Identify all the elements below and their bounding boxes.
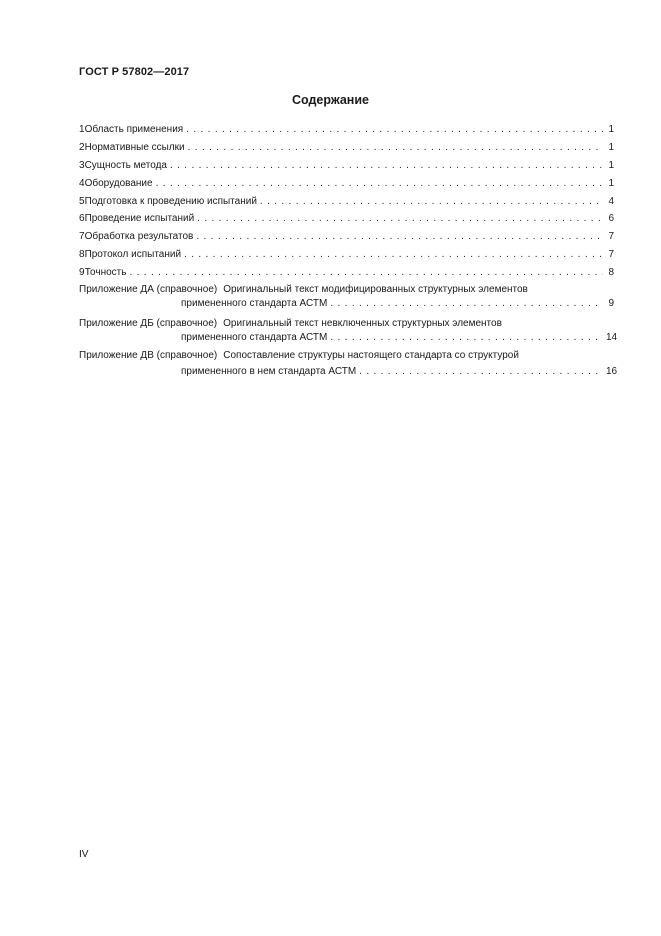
toc-leader-dots (129, 266, 603, 280)
toc-entry[interactable] (79, 195, 614, 209)
toc-appendix-title-continued: примененного стандарта АСТМ (181, 298, 328, 309)
toc-entry-page: 7 (608, 231, 614, 242)
toc-entry-page: 6 (608, 213, 614, 224)
toc-entry[interactable] (79, 123, 614, 137)
toc-entry[interactable] (79, 248, 614, 262)
toc-entry-page: 1 (608, 142, 614, 153)
toc-appendix-title-continued: примененного стандарта АСТМ (181, 332, 328, 343)
toc-appendix-entry[interactable] (79, 365, 618, 379)
toc-appendix-title: Оригинальный текст модифицированных структурных элементов (223, 284, 528, 295)
toc-leader-dots (188, 141, 603, 155)
toc-entry-number: 7 (79, 231, 85, 242)
toc-entry-page: 14 (606, 332, 618, 343)
toc-entry-number: 1 (79, 124, 85, 135)
toc-entry-number: 9 (79, 267, 85, 278)
toc-appendix-title-continued: примененного в нем стандарта АСТМ (181, 366, 357, 377)
toc-entry[interactable] (79, 230, 614, 244)
toc-entry[interactable] (79, 159, 614, 173)
toc-appendix-label: Приложение ДБ (справочное) (79, 318, 218, 329)
toc-appendix-header[interactable] (79, 349, 614, 363)
toc-entry-number: 2 (79, 142, 85, 153)
toc-entry-title: Нормативные ссылки (84, 142, 185, 153)
toc-leader-dots (330, 331, 603, 345)
toc-appendix-header[interactable] (79, 283, 614, 297)
toc-entry-title: Сущность метода (84, 160, 167, 171)
toc-title: Содержание (291, 93, 369, 107)
page-number: IV (79, 849, 89, 860)
toc-appendix-entry[interactable] (79, 331, 618, 345)
toc-entry-page: 9 (608, 298, 614, 309)
toc-entry-page: 1 (608, 178, 614, 189)
document-code: ГОСТ Р 57802—2017 (79, 66, 190, 78)
toc-entry-title: Точность (84, 267, 127, 278)
toc-entry-number: 6 (79, 213, 85, 224)
toc-entry-number: 4 (79, 178, 85, 189)
toc-entry[interactable] (79, 212, 614, 226)
toc-appendix-header[interactable] (79, 317, 614, 331)
toc-entry-page: 1 (608, 124, 614, 135)
toc-leader-dots (359, 365, 603, 379)
toc-entry-title: Обработка результатов (84, 231, 194, 242)
toc-entry[interactable] (79, 266, 614, 280)
toc-entry-title: Подготовка к проведению испытаний (84, 196, 257, 207)
toc-leader-dots (156, 177, 603, 191)
toc-entry-page: 16 (606, 366, 618, 377)
toc-entry-title: Оборудование (84, 178, 153, 189)
toc-entry-number: 8 (79, 249, 85, 260)
toc-entry-title: Проведение испытаний (84, 213, 195, 224)
toc-appendix-entry[interactable] (79, 297, 614, 311)
toc-appendix-title: Сопоставление структуры настоящего стандарта со структурой (223, 350, 519, 361)
toc-entry[interactable] (79, 177, 614, 191)
toc-appendix-label: Приложение ДВ (справочное) (79, 350, 218, 361)
toc-appendix-label: Приложение ДА (справочное) (79, 284, 218, 295)
toc-appendix-title: Оригинальный текст невключенных структурных элементов (223, 318, 502, 329)
toc-entry-number: 3 (79, 160, 85, 171)
toc-entry-title: Область применения (84, 124, 184, 135)
toc-entry-page: 1 (608, 160, 614, 171)
toc-entry[interactable] (79, 141, 614, 155)
toc-entry-number: 5 (79, 196, 85, 207)
toc-leader-dots (330, 297, 603, 311)
toc-leader-dots (196, 230, 603, 244)
toc-entry-page: 4 (608, 196, 614, 207)
toc-entry-page: 7 (608, 249, 614, 260)
toc-leader-dots (170, 159, 603, 173)
toc-leader-dots (186, 123, 603, 137)
toc-entry-page: 8 (608, 267, 614, 278)
toc-entry-title: Протокол испытаний (84, 249, 182, 260)
toc-leader-dots (184, 248, 603, 262)
toc-leader-dots (260, 195, 603, 209)
toc-leader-dots (197, 212, 603, 226)
